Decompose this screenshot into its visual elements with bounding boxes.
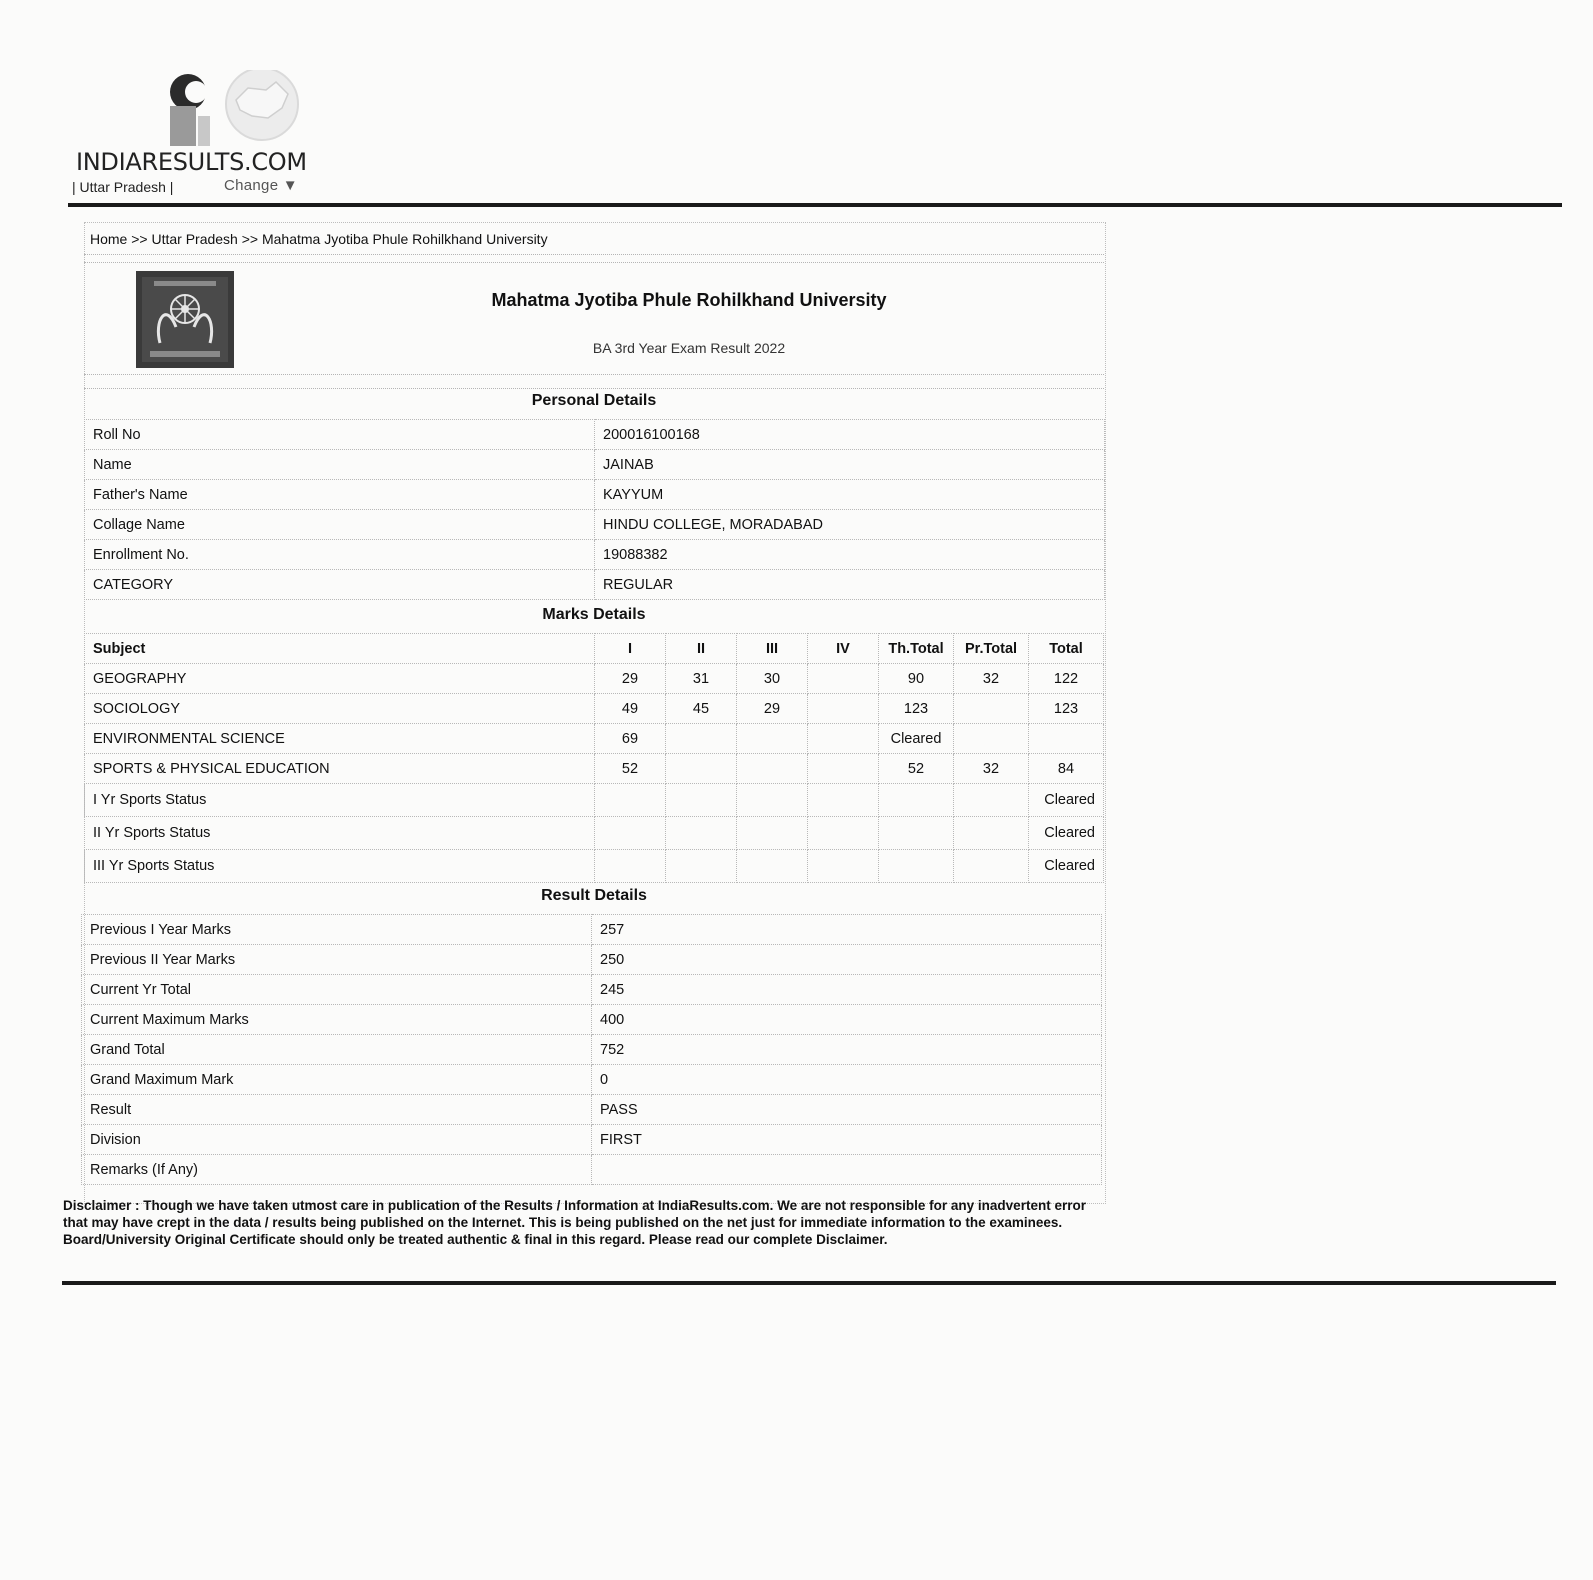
- status-cell: Cleared: [1029, 850, 1104, 883]
- mark-cell: [808, 664, 879, 694]
- field-value: 400: [592, 1005, 1102, 1035]
- mark-cell: [666, 817, 737, 850]
- mark-cell: 32: [954, 664, 1029, 694]
- mark-cell: 90: [879, 664, 954, 694]
- field-value: JAINAB: [595, 450, 1105, 480]
- mark-cell: [666, 754, 737, 784]
- site-name[interactable]: INDIARESULTS.COM: [76, 148, 307, 176]
- table-row: [82, 945, 1102, 975]
- mark-cell: [666, 850, 737, 883]
- column-header: Subject: [85, 634, 595, 664]
- exam-title: BA 3rd Year Exam Result 2022: [592, 340, 786, 356]
- table-row: [82, 1095, 1102, 1125]
- field-value: REGULAR: [595, 570, 1105, 600]
- bottom-divider: [62, 1281, 1556, 1285]
- field-value: 257: [592, 915, 1102, 945]
- field-value: [592, 1155, 1102, 1185]
- status-cell: Cleared: [1029, 784, 1104, 817]
- mark-cell: [737, 754, 808, 784]
- mark-cell: [737, 817, 808, 850]
- mark-cell: [666, 784, 737, 817]
- column-header: Pr.Total: [954, 634, 1029, 664]
- field-value: 19088382: [595, 540, 1105, 570]
- mark-cell: 123: [879, 694, 954, 724]
- field-value: PASS: [592, 1095, 1102, 1125]
- university-title: Mahatma Jyotiba Phule Rohilkhand University: [491, 290, 887, 310]
- table-row: [85, 480, 1105, 510]
- field-value: 200016100168: [595, 420, 1105, 450]
- mark-cell: [808, 724, 879, 754]
- subject-cell: GEOGRAPHY: [85, 664, 595, 694]
- table-row: [85, 694, 1104, 724]
- field-value: 245: [592, 975, 1102, 1005]
- mark-cell: 29: [737, 694, 808, 724]
- field-label: Result: [82, 1095, 592, 1125]
- header-divider: [84, 262, 1104, 263]
- column-header: Total: [1029, 634, 1104, 664]
- field-label: Name: [85, 450, 595, 480]
- mark-cell: 122: [1029, 664, 1104, 694]
- mark-cell: 31: [666, 664, 737, 694]
- mark-cell: 52: [879, 754, 954, 784]
- mark-cell: [808, 754, 879, 784]
- table-row: [82, 1065, 1102, 1095]
- table-row: [82, 975, 1102, 1005]
- mark-cell: [954, 850, 1029, 883]
- table-row: [82, 1005, 1102, 1035]
- mark-cell: [954, 724, 1029, 754]
- mark-cell: [954, 817, 1029, 850]
- top-divider: [68, 203, 1562, 207]
- field-label: Division: [82, 1125, 592, 1155]
- state-label: | Uttar Pradesh |: [72, 179, 174, 195]
- personal-details-table: [84, 419, 1105, 600]
- subject-cell: SPORTS & PHYSICAL EDUCATION: [85, 754, 595, 784]
- field-value: 250: [592, 945, 1102, 975]
- breadcrumb[interactable]: Home >> Uttar Pradesh >> Mahatma Jyotiba Phule Rohilkhand University: [90, 231, 548, 247]
- marks-table: [84, 633, 1104, 883]
- personal-details-heading: Personal Details: [531, 392, 657, 409]
- field-label: Previous I Year Marks: [82, 915, 592, 945]
- mark-cell: 52: [595, 754, 666, 784]
- table-row: [85, 420, 1105, 450]
- subject-cell: II Yr Sports Status: [85, 817, 595, 850]
- mark-cell: [808, 817, 879, 850]
- mark-cell: 84: [1029, 754, 1104, 784]
- field-label: Roll No: [85, 420, 595, 450]
- field-label: Grand Total: [82, 1035, 592, 1065]
- table-row: [82, 1125, 1102, 1155]
- mark-cell: [1029, 724, 1104, 754]
- mark-cell: [737, 850, 808, 883]
- mark-cell: 123: [1029, 694, 1104, 724]
- mark-cell: 30: [737, 664, 808, 694]
- field-label: Remarks (If Any): [82, 1155, 592, 1185]
- mark-cell: 45: [666, 694, 737, 724]
- field-value: 752: [592, 1035, 1102, 1065]
- field-label: Father's Name: [85, 480, 595, 510]
- subject-cell: SOCIOLOGY: [85, 694, 595, 724]
- status-cell: Cleared: [1029, 817, 1104, 850]
- result-details-table: [81, 914, 1102, 1185]
- mark-cell: [666, 724, 737, 754]
- table-row: [85, 450, 1105, 480]
- table-row: [85, 784, 1104, 817]
- breadcrumb-divider: [84, 254, 1104, 255]
- table-row: [85, 540, 1105, 570]
- field-value: HINDU COLLEGE, MORADABAD: [595, 510, 1105, 540]
- table-row: [82, 1155, 1102, 1185]
- table-row: [82, 1035, 1102, 1065]
- mark-cell: [737, 784, 808, 817]
- column-header: I: [595, 634, 666, 664]
- mark-cell: [808, 694, 879, 724]
- mark-cell: 32: [954, 754, 1029, 784]
- mark-cell: [737, 724, 808, 754]
- mark-cell: [954, 784, 1029, 817]
- table-row: [85, 570, 1105, 600]
- section-divider: [84, 388, 1104, 389]
- mark-cell: [954, 694, 1029, 724]
- mark-cell: 69: [595, 724, 666, 754]
- column-header: III: [737, 634, 808, 664]
- mark-cell: [595, 850, 666, 883]
- field-label: Enrollment No.: [85, 540, 595, 570]
- section-divider: [84, 374, 1104, 375]
- column-header: II: [666, 634, 737, 664]
- field-label: Current Yr Total: [82, 975, 592, 1005]
- table-header-row: [85, 634, 1104, 664]
- mark-cell: [879, 850, 954, 883]
- table-row: [85, 850, 1104, 883]
- field-label: Collage Name: [85, 510, 595, 540]
- mark-cell: [879, 784, 954, 817]
- table-row: [85, 754, 1104, 784]
- field-value: KAYYUM: [595, 480, 1105, 510]
- mark-cell: 49: [595, 694, 666, 724]
- field-label: Grand Maximum Mark: [82, 1065, 592, 1095]
- field-value: 0: [592, 1065, 1102, 1095]
- subject-cell: III Yr Sports Status: [85, 850, 595, 883]
- column-header: IV: [808, 634, 879, 664]
- mark-cell: [808, 784, 879, 817]
- table-row: [85, 724, 1104, 754]
- result-details-heading: Result Details: [541, 887, 647, 904]
- mark-cell: [879, 817, 954, 850]
- field-label: CATEGORY: [85, 570, 595, 600]
- marks-details-heading: Marks Details: [542, 606, 646, 623]
- field-value: FIRST: [592, 1125, 1102, 1155]
- disclaimer-text: Disclaimer : Though we have taken utmost care in publication of the Results / Information at IndiaResults.com. We are not responsible for any inadvertent error that may have crept in the data / results being published on the Internet. This is being published on the net just for immediate information to the examinees. Board/University Original Certificate should only be treated authentic & final in this regard. Please read our complete Disclaimer.: [63, 1198, 1086, 1247]
- field-label: Previous II Year Marks: [82, 945, 592, 975]
- mark-cell: [595, 817, 666, 850]
- table-row: [85, 664, 1104, 694]
- mark-cell: 29: [595, 664, 666, 694]
- mark-cell: Cleared: [879, 724, 954, 754]
- table-row: [82, 915, 1102, 945]
- subject-cell: ENVIRONMENTAL SCIENCE: [85, 724, 595, 754]
- change-state-link[interactable]: Change ▼: [224, 177, 298, 194]
- field-label: Current Maximum Marks: [82, 1005, 592, 1035]
- table-row: [85, 510, 1105, 540]
- mark-cell: [595, 784, 666, 817]
- table-row: [85, 817, 1104, 850]
- column-header: Th.Total: [879, 634, 954, 664]
- mark-cell: [808, 850, 879, 883]
- subject-cell: I Yr Sports Status: [85, 784, 595, 817]
